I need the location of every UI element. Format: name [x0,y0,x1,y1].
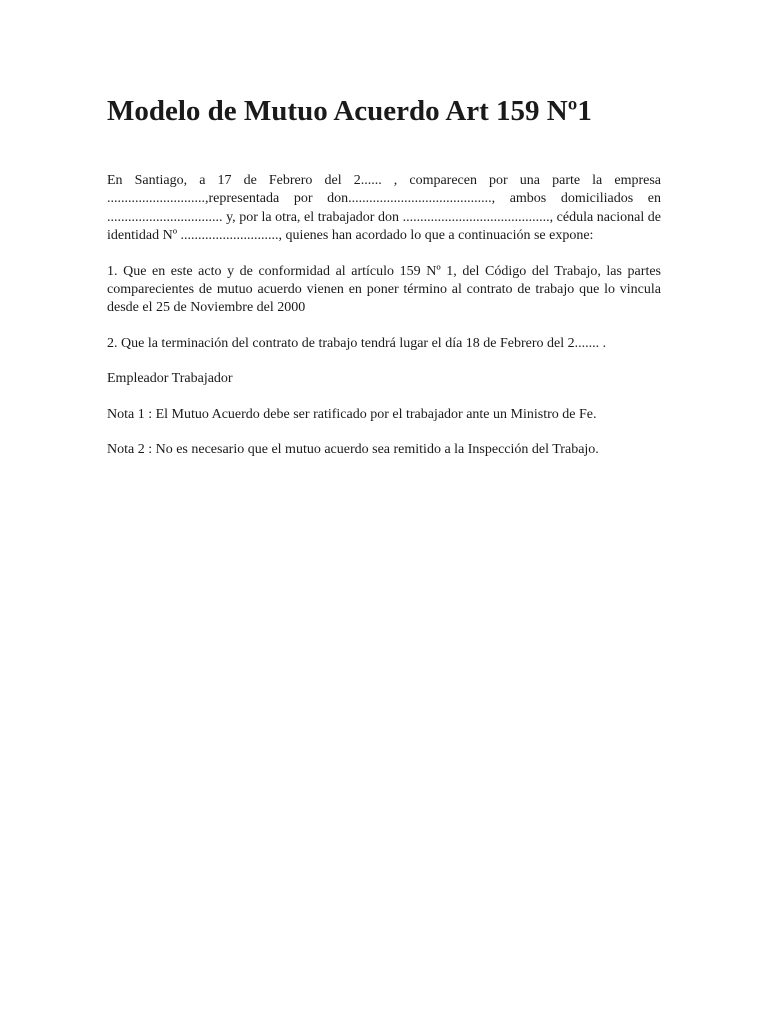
intro-paragraph: En Santiago, a 17 de Febrero del 2...... , comparecen por una parte la empresa ............................,representada por don........................................., ambos domiciliados en ................................. y, por la otra, el trabajador don .........................................., cédula nacional de identidad Nº ............................, quienes han acordado lo que a continuación se expone: [107,173,661,244]
document-title: Modelo de Mutuo Acuerdo Art 159 Nº1 [107,95,592,127]
clause-1-paragraph: 1. Que en este acto y de conformidad al artículo 159 Nº 1, del Código del Trabajo, las partes comparecientes de mutuo acuerdo vienen en poner término al contrato de trabajo que lo vincula desde el 25 de Noviembre del 2000 [107,263,661,316]
note-2: Nota 2 : No es necesario que el mutuo acuerdo sea remitido a la Inspección del Trabajo. [107,442,599,458]
document-page [107,92,661,476]
note-1: Nota 1 : El Mutuo Acuerdo debe ser ratificado por el trabajador ante un Ministro de Fe. [107,406,597,422]
clause-2-paragraph: 2. Que la terminación del contrato de trabajo tendrá lugar el día 18 de Febrero del 2....... . [107,335,607,351]
signatures-line: Empleador Trabajador [107,371,233,387]
